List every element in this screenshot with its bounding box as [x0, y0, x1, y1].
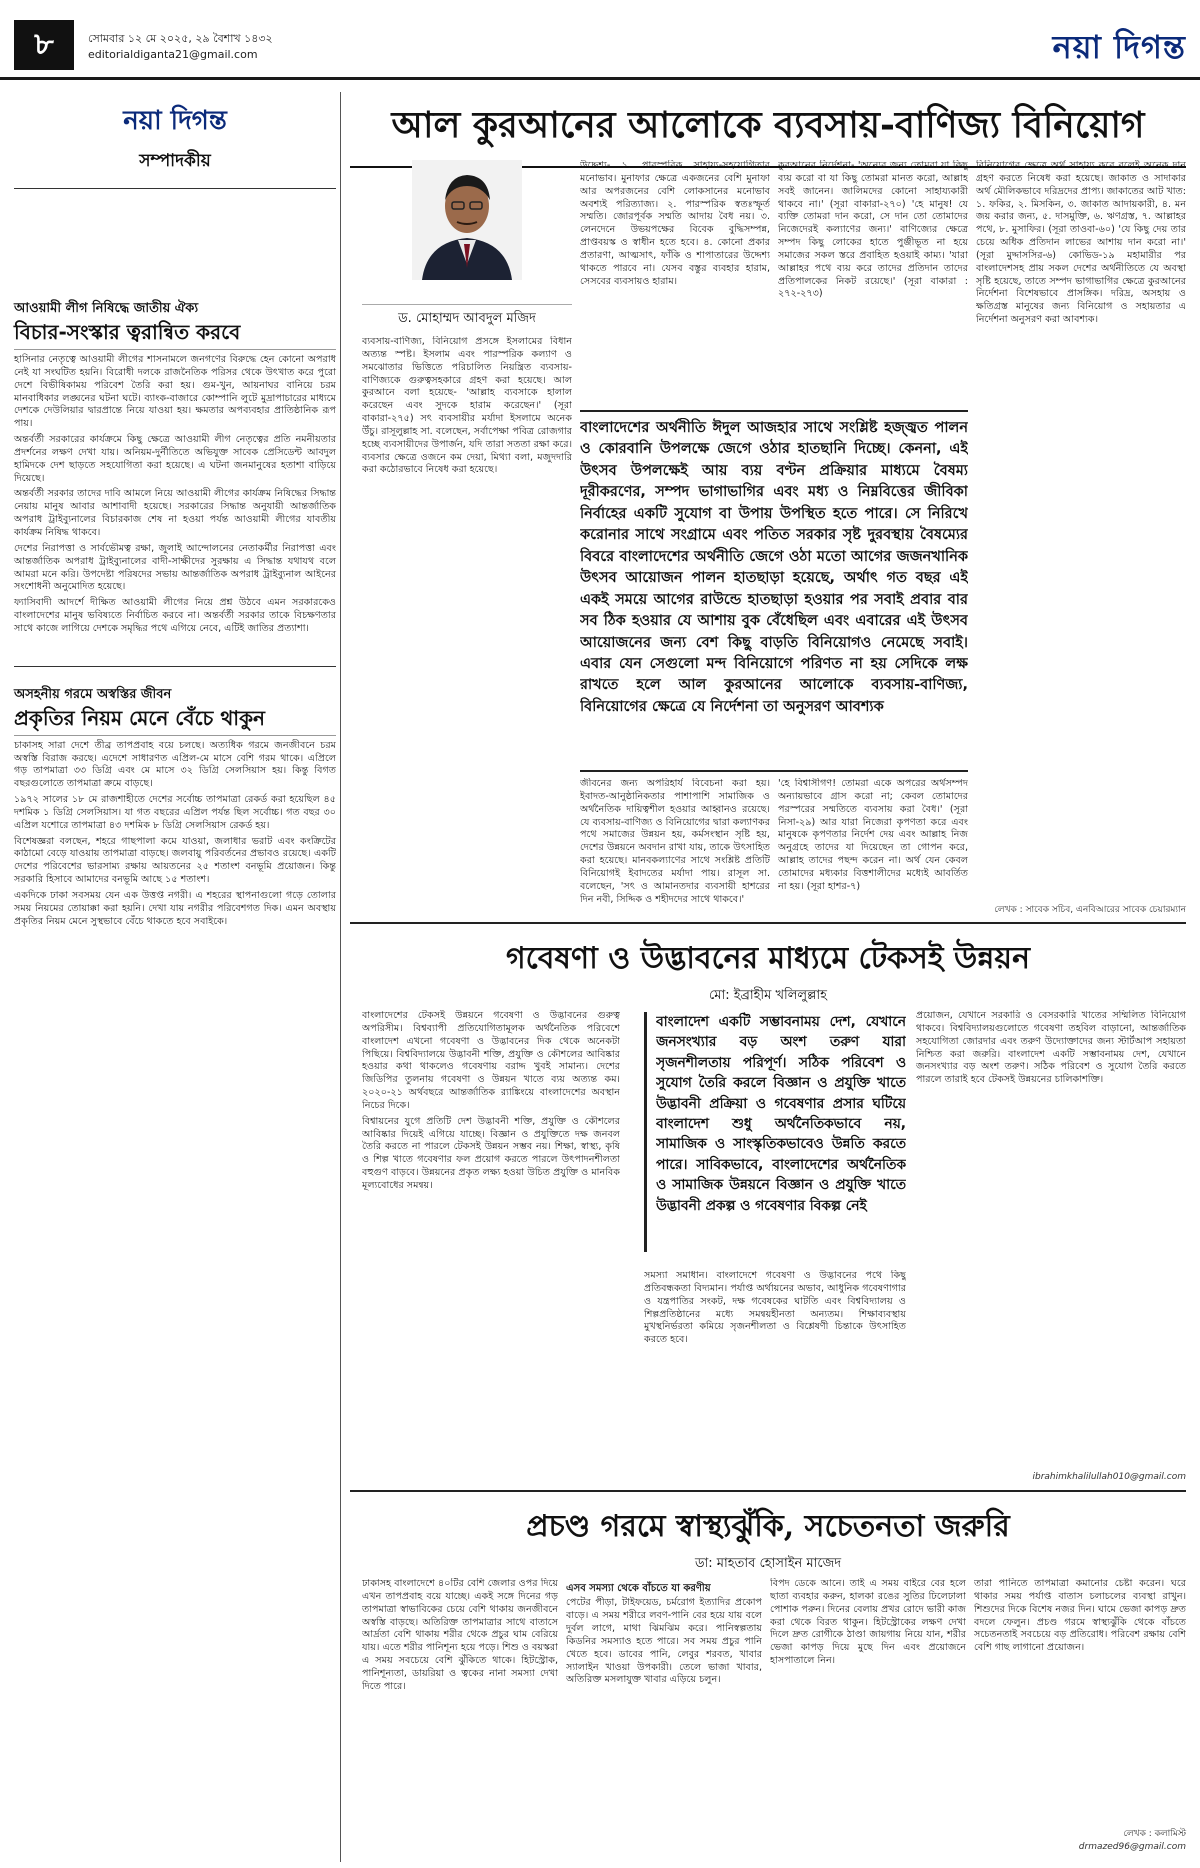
- newspaper-logo[interactable]: [1053, 22, 1186, 76]
- article-paragraph: ব্যবসায়-বাণিজ্য, বিনিয়োগ প্রসঙ্গে ইসলামের বিধান অত্যন্ত স্পষ্ট। ইসলাম এবং পারস্পরিক কল্যাণ ও সমঝোতার ভিত্তিতে পরিচালিত নিয়ন্ত্রিত ব্যবসায়-বাণিজ্যকে গুরুত্বসহকারে গ্রহণ করা হয়েছে। আল কুরআনে বলা হয়েছে- 'আল্লাহ ব্যবসাকে হালাল করেছেন এবং সুদকে হারাম করেছেন।' (সূরা বাকারা-২৭৫) সৎ ব্যবসায়ীর মর্যাদা ইসলামে অনেক উঁচু। রাসূলুল্লাহ সা. বলেছেন, সর্বাপেক্ষা পবিত্র রোজগার হচ্ছে ব্যবসায়ীদের উপার্জন, যদি তারা সততা রক্ষা করে। ব্যবসার ক্ষেত্রে ওজনে কম দেয়া, মিথ্যা বলা, মজুদদারি করা কঠোরভাবে নিষেধ করা হয়েছে।: [362, 336, 572, 476]
- editorial-paragraph: বিশেষজ্ঞরা বলছেন, শহরে গাছপালা কমে যাওয়া, জলাধার ভরাট এবং কংক্রিটের কাঠামো বেড়ে যাওয়ায় তাপমাত্রা বাড়ছে। জলবায়ু পরিবর্তনের প্রভাবও রয়েছে। একটি দেশের পরিবেশের ভারসাম্য রক্ষায় আয়তনের ২৫ শতাংশ বনভূমি প্রয়োজন। কিন্তু সরকারি হিসাবে আমাদের বনভূমি আছে ১৫ শতাংশ।: [14, 835, 336, 886]
- article-2-text-column: [916, 1010, 1186, 1465]
- article-paragraph: জীবনের জন্য অপরিহার্য বিবেচনা করা হয়। ইবাদত-আনুষ্ঠানিকতার পাশাপাশি সামাজিক ও অর্থনৈতিক দায়িত্বশীল হওয়ার আহ্বানও রয়েছে। যে ব্যবসায়-বাণিজ্য ও বিনিয়োগের দ্বারা কল্যাণকর পথে সমাজের উন্নয়ন হয়, কর্মসংস্থান সৃষ্টি হয়, দেশের উন্নয়নে অবদান রাখা যায়, তাকে উৎসাহিত করা হয়েছে। মানবকল্যাণের সাথে সংশ্লিষ্ট প্রতিটি বিনিয়োগই ইবাদতের মর্যাদা পায়। রাসূল সা. বলেছেন, 'সৎ ও আমানতদার ব্যবসায়ী হাশরের দিন নবী, সিদ্দিক ও শহীদদের সাথে থাকবে।': [580, 778, 770, 905]
- article-paragraph: প্রয়োজন, যেখানে সরকারি ও বেসরকারি খাতের সম্মিলিত বিনিয়োগ থাকবে। বিশ্ববিদ্যালয়গুলোতে গবেষণা তহবিল বাড়ানো, আন্তর্জাতিক সহযোগিতা জোরদার এবং তরুণ উদ্যোক্তাদের জন্য স্টার্টআপ সহায়তা নিশ্চিত করা জরুরি। বাংলাদেশ একটি সম্ভাবনাময় দেশ, যেখানে জনসংখ্যার বড় অংশ তরুণ। সঠিক পরিবেশ ও সুযোগ তৈরি করতে পারলে তারাই হবে টেকসই উন্নয়নের চালিকাশক্তি।: [916, 1010, 1186, 1086]
- editorial-paragraph: একদিকে ঢাকা সবসময় যেন এক উত্তপ্ত নগরী। এ শহরের স্থাপনাগুলো গড়ে তোলার সময় নিয়মের তোয়াক্কা করা হয়নি। দেখা যায় নগরীর পরিবেশগত দিক। এমন অবস্থায় প্রকৃতির নিয়ম মেনে সুস্থভাবে বেঁচে থাকতে হবে সবাইকে।: [14, 890, 336, 927]
- editorial-paragraph: অন্তর্বর্তী সরকার তাদের দাবি আমলে নিয়ে আওয়ামী লীগের কার্যক্রম নিষিদ্ধের সিদ্ধান্ত নেয়ায় মানুষ আবার আশাবাদী হয়েছে। সরকারের সিদ্ধান্ত অনুযায়ী আন্তর্জাতিক অপরাধ ট্রাইব্যুনালের বিচারকাজ শেষ না হওয়া পর্যন্ত আওয়ামী লীগের যাবতীয় কার্যক্রম নিষিদ্ধ থাকবে।: [14, 488, 336, 538]
- article-1-author-note: লেখক : সাবেক সচিব, এনবিআরের সাবেক চেয়ারম্যান: [994, 905, 1186, 915]
- page-number: ৮: [14, 20, 74, 70]
- author-portrait-image: [412, 160, 522, 280]
- article-1-text-column: [778, 160, 968, 400]
- article-paragraph: পেটের পীড়া, টাইফয়েড, চর্মরোগ ইত্যাদির প্রকোপ বাড়ে। এ সময় শরীরে লবণ-পানি বের হয়ে যায় বলে দুর্বল লাগে, মাথা ঝিমঝিম করে। পানিস্বল্পতায় কিডনির সমস্যাও হতে পারে। সব সময় প্রচুর পানি খেতে হবে। ডাবের পানি, লেবুর শরবত, খাবার স্যালাইন খাওয়া উপকারী। তেলে ভাজা খাবার, অতিরিক্ত মসলাযুক্ত খাবার এড়িয়ে চলুন।: [566, 1597, 762, 1686]
- article-2-text-column: [644, 1270, 906, 1465]
- article-1-text-column: [362, 336, 572, 756]
- article-3-text-column: [770, 1578, 966, 1854]
- editorial-paragraph: ১৯৭২ সালের ১৮ মে রাজশাহীতে দেশের সর্বোচ্চ তাপমাত্রা রেকর্ড করা হয়েছিল ৪৫ দশমিক ১ ডিগ্রি সেলসিয়াস। যা গত বছরের এপ্রিল পর্যন্ত ছিল সর্বোচ্চ। গত বছর ৩০ এপ্রিল যশোরে তাপমাত্রা ৪৩ দশমিক ৮ ডিগ্রি সেলসিয়াস রেকর্ড হয়।: [14, 794, 336, 831]
- editorial-piece-2: [14, 685, 336, 929]
- article-paragraph: 'হে বিশ্বাসীগণ! তোমরা একে অপরের অর্থসম্পদ অন্যায়ভাবে গ্রাস করো না; কেবল তোমাদের পরস্পরের সম্মতিতে ব্যবসায় করা বৈধ।' (সূরা নিসা-২৯) আর যারা নিজেরা কৃপণতা করে এবং মানুষকে কৃপণতার নির্দেশ দেয় এবং আল্লাহ নিজ অনুগ্রহে তাদের যা দিয়েছেন তা গোপন করে, আল্লাহ তাদের পছন্দ করেন না। অর্থ যেন কেবল তোমাদের মধ্যকার বিত্তশালীদের মধ্যেই আবর্তিত না হয়। (সূরা হাশর-৭): [778, 778, 968, 892]
- article-1-text-column: [580, 778, 770, 908]
- editorial-paragraph: চাকাসহ সারা দেশে তীব্র তাপপ্রবাহ বয়ে চলছে। অত্যধিক গরমে জনজীবনে চরম অস্বস্তি বিরাজ করছে। এদেশে সাধারণত এপ্রিল-মে মাসে বেশি গরম থাকে। এপ্রিলে গড় তাপমাত্রা ৩৩ ডিগ্রি এবং মে মাসে ৩২ ডিগ্রি সেলসিয়াস হয়। কিন্তু বিগত বছরগুলোতে তাপমাত্রা ক্রমে বাড়ছে।: [14, 739, 336, 790]
- column-divider: [340, 92, 341, 1862]
- editorial-headline[interactable]: প্রকৃতির নিয়ম মেনে বেঁচে থাকুন: [14, 706, 336, 736]
- article-1-byline: ড. মোহাম্মদ আবদুল মজিদ: [362, 304, 572, 330]
- article-3-text-column: [974, 1578, 1186, 1818]
- editorial-body: [14, 354, 336, 636]
- article-2-text-column: [362, 1010, 620, 1465]
- article-1-text-column: [976, 160, 1186, 900]
- issue-date: সোমবার ১২ মে ২০২৫, ২৯ বৈশাখ ১৪৩২: [88, 32, 273, 45]
- article-3-author-note: লেখক : কলামিস্ট: [1123, 1829, 1186, 1839]
- editorial-logo: নয়া দিগন্ত: [123, 106, 227, 136]
- article-paragraph: বিনিয়োগের ক্ষেত্রে অর্থ সাহায্য করে বলেই অনেক দান গ্রহণ করতে নিষেধ করা হয়েছে। জাকাত ও সাদাকার অর্থ মৌলিকভাবে দরিদ্রদের প্রাপ্য। জাকাতের আট খাত: ১. ফকির, ২. মিসকিন, ৩. জাকাত আদায়কারী, ৪. মন জয় করার জন্য, ৫. দাসমুক্তি, ৬. ঋণগ্রস্ত, ৭. আল্লাহর পথে, ৮. মুসাফির। (সূরা তাওবা-৬০) 'যে কিছু দেয় তার চেয়ে অধিক প্রতিদান লাভের আশায় দান করো না।' (সূরা মুদ্দাসসির-৬) কোভিড-১৯ মহামারীর পর বাংলাদেশসহ প্রায় সকল দেশের অর্থনীতিতে যে অবস্থা সৃষ্টি হয়েছে, তাতে সম্পদ ভাগাভাগির ক্ষেত্রে কুরআনের নির্দেশনা বিশেষভাবে প্রাসঙ্গিক। দরিদ্র, অসহায় ও ক্ষতিগ্রস্ত মানুষের জন্য বিনিয়োগ ও সহায়তার এ নির্দেশনা অনুসরণ করা আবশ্যক।: [976, 160, 1186, 326]
- article-1-text-column: [778, 778, 968, 908]
- editorial-body: [14, 740, 336, 929]
- article-3-title[interactable]: প্রচণ্ড গরমে স্বাস্থ্যঝুঁকি, সচেতনতা জরুরি: [526, 1509, 1010, 1544]
- article-paragraph: বিপদ ডেকে আনে। তাই এ সময় বাইরে বের হলে ছাতা ব্যবহার করুন, হালকা রঙের সুতির ঢিলেঢালা পোশাক পরুন। দিনের বেলায় প্রখর রোদে ভারী কাজ করা থেকে বিরত থাকুন। হিটস্ট্রোকের লক্ষণ দেখা দিলে দ্রুত রোগীকে ঠাণ্ডা জায়গায় নিয়ে যান, শরীর ভেজা কাপড় দিয়ে মুছে দিন এবং প্রয়োজনে হাসপাতালে নিন।: [770, 1578, 966, 1667]
- pull-quote-rule: [644, 1012, 647, 1252]
- editorial-paragraph: অন্তর্বর্তী সরকারের কার্যক্রমে কিছু ক্ষেত্রে আওয়ামী লীগ নেতৃত্বের প্রতি নমনীয়তার প্রদর্শনের লক্ষণ দেখা যায়। অনিয়ম-দুর্নীতিতে অভিযুক্ত সাবেক প্রেসিডেন্ট আবদুল হামিদকে দেশ ছাড়তে সহযোগিতা করা হয়েছে। এ ঘটনা জনমানুষের হতাশা বাড়িয়ে দিয়েছে।: [14, 434, 336, 484]
- article-separator: [350, 1490, 1186, 1492]
- article-1-pull-quote: বাংলাদেশের অর্থনীতি ঈদুল আজহার সাথে সংশ্লিষ্ট হজ্জ্বত পালন ও কোরবানি উপলক্ষে জেগে ওঠার হাতছানি দিচ্ছে। কেননা, এই উৎসব উপলক্ষেই আয় ব্যয় বণ্টন প্রক্রিয়ার মাধ্যমে বৈষম্য দূরীকরণের, সম্পদ ভাগাভাগির এবং মধ্য ও নিম্নবিত্তের জীবিকা নির্বাহের একটি সুযোগ বা উপায় উপস্থিত হতে পারে। সে নিরিখে করোনার সাথে সংগ্রামে এবং পতিত সরকার সৃষ্ট দুরবস্থায় বৈষম্যের বিবরে বাংলাদেশের অর্থনীতি জেগে ওঠা মতো আগের জজনখানিক উৎসব আয়োজন পালন হাতছাড়া হয়েছে, অর্থাৎ গত বছর এই একই সময়ে আগের রাউন্ডে হাতছাড়া হওয়ার পর সবাই প্রবার বার সব ঠিক হওয়ার যে আশায় বুক বেঁধেছিল এবং এবারের এই উৎসব আয়োজনের জন্য বেশ কিছু বাড়তি বিনিয়োগও নেমেছে সবাই। এবার যেন সেগুলো মন্দ বিনিয়োগে পরিণত না হয় সেদিকে লক্ষ রাখতে হলে আল কুরআনের আলোকে ব্যবসায়-বাণিজ্য, বিনিয়োগের ক্ষেত্রে যে নির্দেশনা তা অনুসরণ আবশ্যক: [580, 420, 968, 715]
- article-paragraph: সমস্যা সমাধান। বাংলাদেশে গবেষণা ও উদ্ভাবনের পথে কিছু প্রতিবন্ধকতা বিদ্যমান। পর্যাপ্ত অর্থায়নের অভাব, আধুনিক গবেষণাগার ও যন্ত্রপাতির সংকট, দক্ষ গবেষকের ঘাটতি এবং বিশ্ববিদ্যালয় ও শিল্পপ্রতিষ্ঠানের মধ্যে সমন্বয়হীনতা অন্যতম। শিক্ষাব্যবস্থায় মুখস্থনির্ভরতা কমিয়ে সৃজনশীলতা ও বিশ্লেষণী চিন্তাকে উৎসাহিত করতে হবে।: [644, 1270, 906, 1346]
- article-3-author-email[interactable]: drmazed96@gmail.com: [1078, 1842, 1186, 1852]
- pull-quote-rule: [580, 410, 968, 412]
- article-2-byline: মো: ইব্রাহীম খলিলুল্লাহ: [709, 988, 827, 1003]
- article-paragraph: বাংলাদেশের টেকসই উন্নয়নে গবেষণা ও উদ্ভাবনের গুরুত্ব অপরিসীম। বিশ্বব্যাপী প্রতিযোগিতামূলক অর্থনৈতিক পরিবেশে বাংলাদেশ এখনো গবেষণা ও উদ্ভাবনের দিক থেকে অনেকটা পিছিয়ে। বিশ্ববিদ্যালয়ে উদ্ভাবনী শক্তি, প্রযুক্তি ও কৌশলের আবিষ্কার হওয়ার কথা থাকলেও গবেষণায় বরাদ্দ খুবই সামান্য। দেশের জিডিপির তুলনায় গবেষণা ও উন্নয়ন খাতে ব্যয় অত্যন্ত কম। ২০২০-২১ অর্থবছরে আন্তর্জাতিক র‍্যাঙ্কিংয়ে বাংলাদেশের অবস্থান নিচের দিকে।: [362, 1010, 620, 1111]
- article-paragraph: উদ্দেশ্য- ১. পারস্পরিক সাহায্য-সহযোগিতার মনোভাব। মুনাফার ক্ষেত্রে একজনের বেশি মুনাফা আর অপরজনের বেশি লোকসানের মনোভাব অবশ্যই পরিত্যাজ্য। ২. পারস্পরিক স্বতঃস্ফূর্ত সম্মতি। জোরপূর্বক সম্মতি আদায় বৈধ নয়। ৩. লেনদেনে উভয়পক্ষের বিবেক বুদ্ধিসম্পন্ন, প্রাপ্তবয়স্ক ও স্বাধীন হতে হবে। ৪. কোনো প্রকার প্রতারণা, আত্মসাৎ, ফাঁকি ও শাপাতারের উদ্দেশ্য থাকতে পারবে না। যেসব বস্তুর ব্যবহার হারাম, সেসবের ব্যবসায়ও হারাম।: [580, 160, 770, 287]
- editorial-piece-1: [14, 299, 336, 636]
- editorial-paragraph: দেশের নিরাপত্তা ও সার্বভৌমত্ব রক্ষা, জুলাই আন্দোলনের নেতাকর্মীর নিরাপত্তা এবং আন্তর্জাতিক অপরাধ ট্রাইব্যুনালের বাদী-সাক্ষীদের সুরক্ষায় এ সিদ্ধান্ত যথাযথ বলে আমরা মনে করি। উপদেষ্টা পরিষদের সভায় আন্তর্জাতিক অপরাধ ট্রাইব্যুনাল আইনের সংশোধনী অনুমোদিত হয়েছে।: [14, 542, 336, 593]
- article-paragraph: বিশ্বায়নের যুগে প্রতিটি দেশ উদ্ভাবনী শক্তি, প্রযুক্তি ও কৌশলের আবিষ্কার দিয়েই এগিয়ে যাচ্ছে। বিজ্ঞান ও প্রযুক্তিতে দক্ষ জনবল তৈরি করতে না পারলে টেকসই উন্নয়ন সম্ভব নয়। শিক্ষা, স্বাস্থ্য, কৃষি ও শিল্প খাতে গবেষণার ফল প্রয়োগ করতে পারলে উৎপাদনশীলতা বহুগুণ বাড়বে। উন্নয়নের প্রকৃত লক্ষ্য হওয়া উচিত প্রযুক্তি ও মানবিক মূল্যবোধের সমন্বয়।: [362, 1115, 620, 1191]
- editorial-email-link[interactable]: editorialdiganta21@gmail.com: [88, 48, 258, 61]
- author-photo: [362, 160, 572, 310]
- editorial-kicker: আওয়ামী লীগ নিষিদ্ধে জাতীয় ঐক্য: [14, 301, 199, 316]
- editorial-kicker: অসহনীয় গরমে অস্বস্তির জীবন: [14, 686, 172, 702]
- article-3-text-column: [566, 1578, 762, 1854]
- article-3-byline: ডা: মাহতাব হোসাইন মাজেদ: [694, 1556, 842, 1571]
- article-2-author-email[interactable]: ibrahimkhalilullah010@gmail.com: [1032, 1472, 1186, 1482]
- editorial-paragraph: ফ্যাসিবাদী আদর্শে দীক্ষিত আওয়ামী লীগের নিয়ে প্রশ্ন উঠবে এমন সরকারকেও বাংলাদেশের মানুষ ভবিষ্যতে নির্বাচিত করবে না। অন্তর্বর্তী সরকার তাকে বিচক্ষণতার সাথে কাজে লাগিয়ে দেশকে সমৃদ্ধির পথে এগিয়ে নেবে, এটিই জাতির প্রত্যাশা।: [14, 597, 336, 634]
- logo-text: নয়া দিগন্ত: [1052, 28, 1186, 66]
- masthead-bar: [0, 0, 1200, 80]
- article-paragraph: ঢাকাসহ বাংলাদেশে ৪০টির বেশি জেলার ওপর দিয়ে এখন তাপপ্রবাহ বয়ে যাচ্ছে। একই সঙ্গে দিনের গড় তাপমাত্রা স্বাভাবিকের চেয়ে বেশি থাকায় জনজীবনে অস্বস্তি বাড়ছে। অতিরিক্ত তাপমাত্রার সাথে বাতাসে আর্দ্রতা বেশি থাকায় শরীর থেকে প্রচুর ঘাম বেরিয়ে যায়। এতে শরীর পানিশূন্য হয়ে পড়ে। শিশু ও বয়স্করা এ সময় সবচেয়ে বেশি ঝুঁকিতে থাকে। হিটস্ট্রোক, পানিশূন্যতা, ডায়রিয়া ও ত্বকের নানা সমস্যা দেখা দিতে পারে।: [362, 1578, 558, 1692]
- article-1-title[interactable]: আল কুরআনের আলোকে ব্যবসায়-বাণিজ্য বিনিয়োগ: [350, 98, 1186, 168]
- article-3-text-column: [362, 1578, 558, 1854]
- editorial-column: [14, 92, 336, 932]
- pull-quote-rule: [580, 770, 968, 772]
- editorial-paragraph: হাসিনার নেতৃত্বে আওয়ামী লীগের শাসনামলে জনগণের বিরুদ্ধে হেন কোনো অপরাধ নেই যা সংঘটিত হয়নি। বিরোধী দলকে রাজনৈতিক পরিসর থেকে উৎখাত করে পুরো দেশে বিভীষিকাময় পরিবেশ তৈরি করা হয়। গুম-খুন, আয়নাঘর বানিয়ে চরম মানবাধিকার লঙ্ঘনের ঘটনা ঘটে। ব্যাংক-বাজারে কোম্পানি লুটে মুদ্রাপাচারের মাধ্যমে দেশকে দেউলিয়ার দ্বারপ্রান্তে নিয়ে যাওয়া হয়। ক্ষমতার অপব্যবহার প্রাতিষ্ঠানিক রূপ পায়।: [14, 354, 336, 430]
- article-3-subhead: এসব সমস্যা থেকে বাঁচতে যা করণীয়: [566, 1583, 711, 1594]
- editorial-headline[interactable]: বিচার-সংস্কার ত্বরান্বিত করবে: [14, 320, 336, 350]
- article-1-text-column: [580, 160, 770, 400]
- article-2-pull-quote: বাংলাদেশ একটি সম্ভাবনাময় দেশ, যেখানে জনসংখ্যার বড় অংশ তরুণ যারা সৃজনশীলতায় পরিপূর্ণ। সঠিক পরিবেশ ও সুযোগ তৈরি করলে বিজ্ঞান ও প্রযুক্তি খাতে উদ্ভাবনী প্রক্রিয়া ও গবেষণার প্রসার ঘটিয়ে বাংলাদেশ শুধু অর্থনৈতিকভাবে নয়, সামাজিক ও সাংস্কৃতিকভাবেও উন্নতি করতে পারে। সাবিকভাবে, বাংলাদেশের অর্থনৈতিক ও সামাজিক উন্নয়নে বিজ্ঞান ও প্রযুক্তি খাতে উদ্ভাবনী প্রকল্প ও গবেষণার বিকল্প নেই: [656, 1014, 906, 1214]
- editorial-section-label: সম্পাদকীয়: [14, 148, 336, 189]
- article-paragraph: তারা পানিতে তাপমাত্রা কমানোর চেষ্টা করেন। ঘরে থাকার সময় পর্যাপ্ত বাতাস চলাচলের ব্যবস্থা রাখুন। শিশুদের দিকে বিশেষ নজর দিন। ঘামে ভেজা কাপড় দ্রুত বদলে ফেলুন। প্রচণ্ড গরমে স্বাস্থ্যঝুঁকি থেকে বাঁচতে সচেতনতাই সবচেয়ে বড় প্রতিরোধ। পরিবেশ রক্ষায় বেশি বেশি গাছ লাগানো প্রয়োজন।: [974, 1578, 1186, 1654]
- article-2-title[interactable]: গবেষণা ও উদ্ভাবনের মাধ্যমে টেকসই উন্নয়ন: [506, 941, 1030, 976]
- article-paragraph: কুরআনের নির্দেশনা- 'অন্যের জন্য তোমরা যা কিছু ব্যয় করো বা যা কিছু তোমরা মানত করো, আল্লাহ সবই জানেন। জালিমদের কোনো সাহায্যকারী থাকবে না।' (সূরা বাকারা-২৭০) 'হে মানুষ! যে ব্যক্তি তোমরা দান করো, সে দান তো তোমাদের নিজেদেরই কল্যাণের জন্য।' বাণিজ্যের ক্ষেত্রে সম্পদ কিছু লোকের হাতে পুঞ্জীভূত না হয়ে সমাজের সকল স্তরে প্রবাহিত হওয়াই কাম্য। 'যারা আল্লাহর পথে ব্যয় করে তাদের প্রতিদান তাদের প্রতিপালকের নিকট রয়েছে।' (সূরা বাকারা : ২৭২-২৭৩): [778, 160, 968, 300]
- article-separator: [350, 922, 1186, 924]
- editorial-divider: [14, 666, 336, 667]
